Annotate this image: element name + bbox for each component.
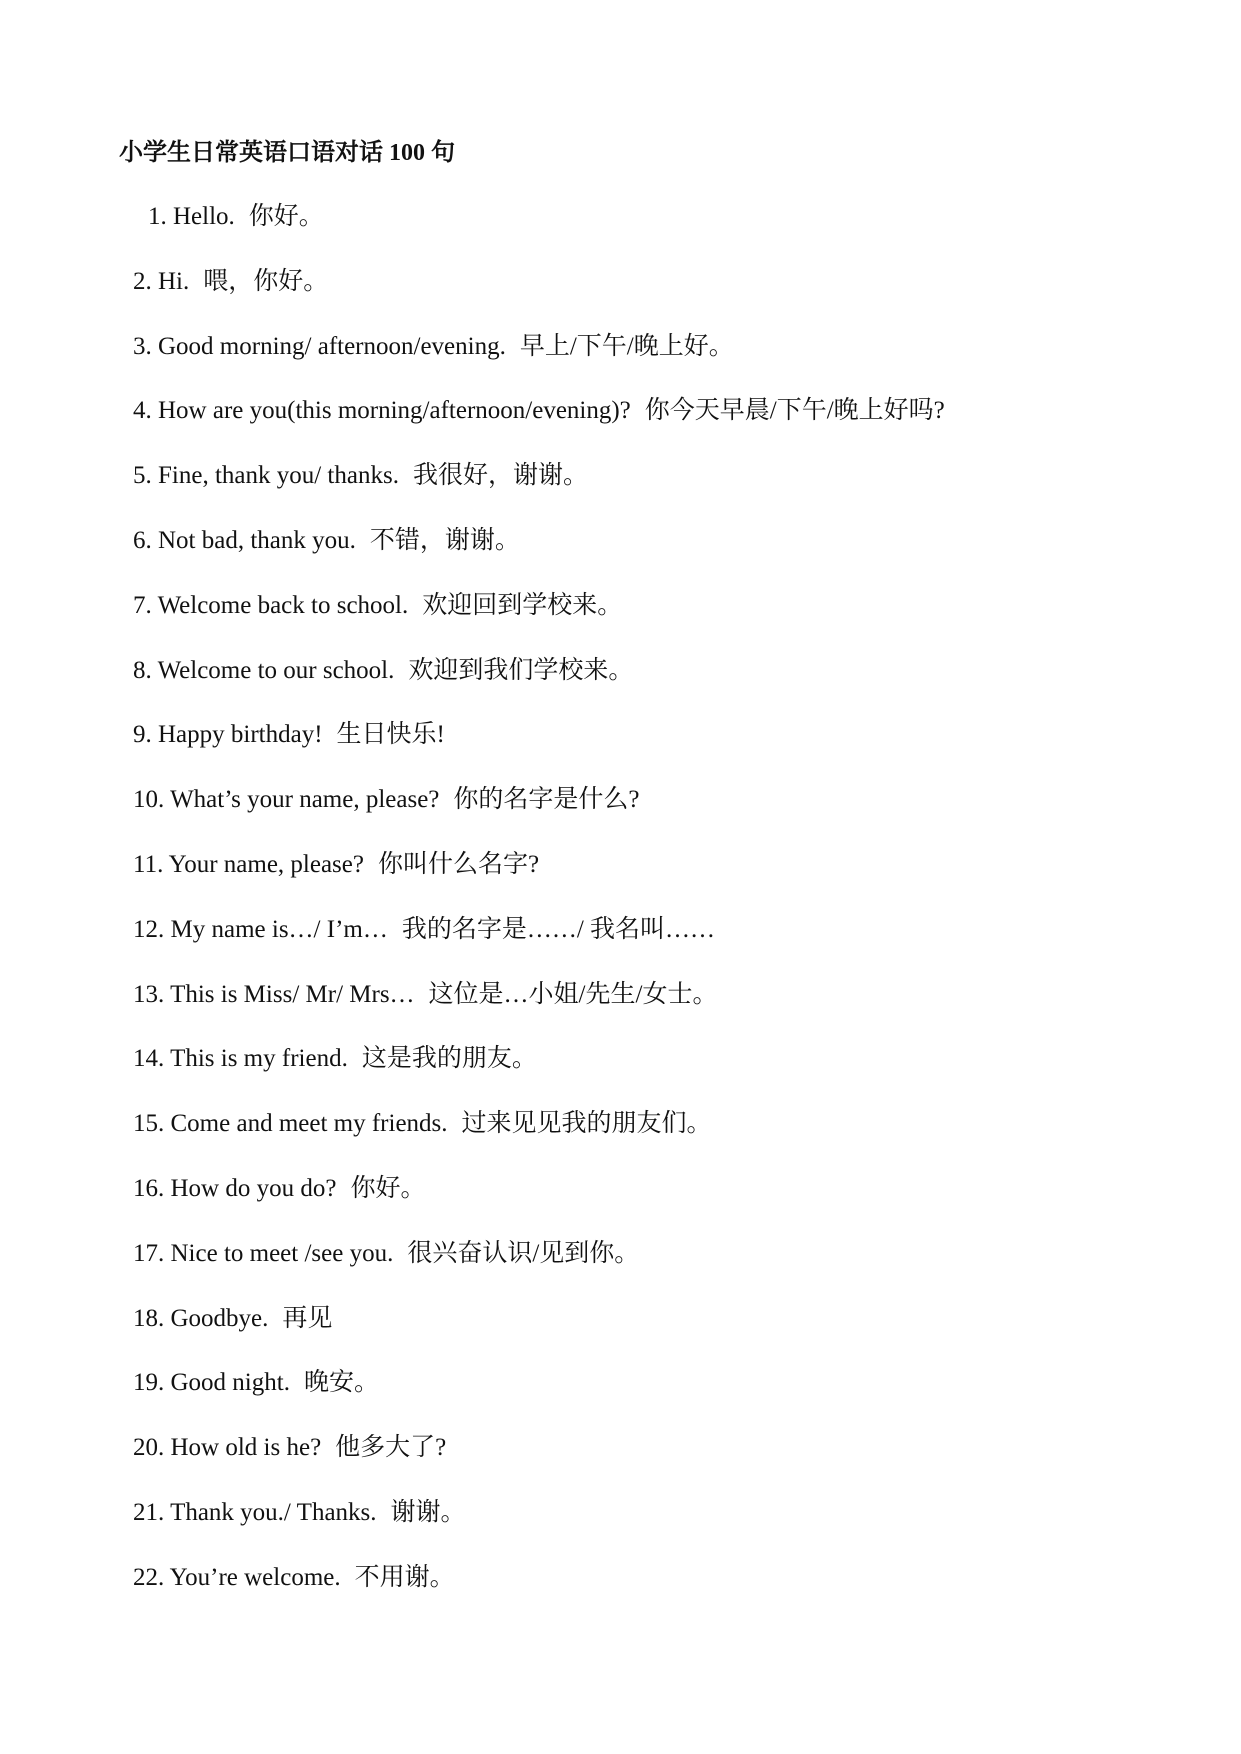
phrase-chinese: 过来见见我的朋友们。	[461, 1110, 712, 1137]
phrase-chinese: 欢迎到我们学校来。	[408, 657, 634, 684]
phrase-line	[133, 589, 622, 623]
phrase-chinese: 我的名字是……/ 我名叫……	[401, 916, 716, 943]
phrase-english: This is my friend.	[170, 1045, 348, 1072]
phrase-number: 6.	[133, 527, 152, 554]
phrase-line	[133, 1302, 332, 1336]
phrase-chinese: 再见	[282, 1305, 333, 1332]
phrase-line	[133, 1496, 466, 1530]
phrase-line	[133, 1237, 639, 1271]
phrase-line	[133, 1042, 537, 1076]
phrase-english: How old is he?	[170, 1434, 322, 1461]
phrase-english: My name is…/ I’m…	[170, 916, 388, 943]
phrase-number: 10.	[133, 786, 165, 813]
phrase-line	[133, 394, 945, 428]
phrase-chinese: 生日快乐!	[336, 721, 445, 748]
phrase-line	[133, 718, 445, 752]
phrase-number: 14.	[133, 1045, 165, 1072]
phrase-chinese: 你今天早晨/下午/晚上好吗?	[644, 397, 945, 424]
phrase-line	[133, 1431, 446, 1465]
phrase-english: This is Miss/ Mr/ Mrs…	[170, 981, 415, 1008]
phrase-number: 13.	[133, 981, 165, 1008]
phrase-english: Fine, thank you/ thanks.	[158, 462, 399, 489]
phrase-number: 5.	[133, 462, 152, 489]
phrase-number: 2.	[133, 268, 152, 295]
phrase-number: 1.	[148, 203, 167, 230]
phrase-chinese: 他多大了?	[335, 1434, 447, 1461]
phrase-number: 7.	[133, 592, 152, 619]
phrase-english: What’s your name, please?	[170, 786, 440, 813]
phrase-chinese: 不用谢。	[354, 1564, 455, 1591]
phrase-chinese: 你的名字是什么?	[453, 786, 640, 813]
phrase-number: 21.	[133, 1499, 165, 1526]
phrase-line	[148, 200, 324, 234]
phrase-number: 16.	[133, 1175, 165, 1202]
phrase-number: 18.	[133, 1305, 165, 1332]
phrase-english: Hello.	[173, 203, 235, 230]
phrase-line	[133, 1561, 455, 1595]
phrase-chinese: 你叫什么名字?	[377, 851, 540, 878]
phrase-english: Good morning/ afternoon/evening.	[158, 333, 506, 360]
phrase-number: 9.	[133, 721, 152, 748]
phrase-line	[133, 330, 734, 364]
phrase-line	[133, 1366, 379, 1400]
phrase-chinese: 谢谢。	[390, 1499, 466, 1526]
phrase-english: Hi.	[158, 268, 190, 295]
phrase-chinese: 喂，你好。	[203, 268, 329, 295]
phrase-chinese: 早上/下午/晚上好。	[519, 333, 734, 360]
phrase-line	[133, 459, 588, 493]
phrase-number: 3.	[133, 333, 152, 360]
phrase-number: 19.	[133, 1369, 165, 1396]
phrase-line	[133, 524, 520, 558]
phrase-english: Your name, please?	[168, 851, 364, 878]
phrase-chinese: 这是我的朋友。	[361, 1045, 537, 1072]
document-title: 小学生日常英语口语对话 100 句	[119, 140, 455, 166]
phrase-number: 15.	[133, 1110, 165, 1137]
phrase-chinese: 你好。	[248, 203, 324, 230]
phrase-english: Good night.	[170, 1369, 290, 1396]
phrase-line	[133, 978, 717, 1012]
phrase-line	[133, 1172, 425, 1206]
phrase-english: You’re welcome.	[169, 1564, 341, 1591]
phrase-chinese: 你好。	[350, 1175, 426, 1202]
phrase-chinese: 晚安。	[303, 1369, 379, 1396]
phrase-english: Come and meet my friends.	[170, 1110, 448, 1137]
phrase-english: How are you(this morning/afternoon/evening)?	[158, 397, 631, 424]
phrase-number: 12.	[133, 916, 165, 943]
phrase-line	[133, 913, 715, 947]
phrase-chinese: 我很好，谢谢。	[412, 462, 588, 489]
phrase-chinese: 欢迎回到学校来。	[422, 592, 623, 619]
phrase-line	[133, 1107, 712, 1141]
phrase-line	[133, 265, 328, 299]
phrase-line	[133, 848, 539, 882]
phrase-english: Welcome to our school.	[157, 657, 395, 684]
phrase-english: Nice to meet /see you.	[170, 1240, 394, 1267]
phrase-english: How do you do?	[170, 1175, 337, 1202]
phrase-chinese: 很兴奋认识/见到你。	[407, 1240, 640, 1267]
phrase-number: 22.	[133, 1564, 165, 1591]
phrase-english: Thank you./ Thanks.	[170, 1499, 377, 1526]
phrase-number: 17.	[133, 1240, 165, 1267]
phrase-number: 11.	[133, 851, 164, 878]
phrase-number: 4.	[133, 397, 152, 424]
phrase-number: 20.	[133, 1434, 165, 1461]
phrase-line	[133, 783, 640, 817]
phrase-line	[133, 654, 633, 688]
phrase-number: 8.	[133, 657, 152, 684]
phrase-english: Not bad, thank you.	[158, 527, 356, 554]
phrase-chinese: 不错，谢谢。	[369, 527, 520, 554]
phrase-chinese: 这位是…小姐/先生/女士。	[428, 981, 718, 1008]
phrase-english: Goodbye.	[170, 1305, 269, 1332]
phrase-english: Happy birthday!	[158, 721, 323, 748]
phrase-english: Welcome back to school.	[157, 592, 409, 619]
